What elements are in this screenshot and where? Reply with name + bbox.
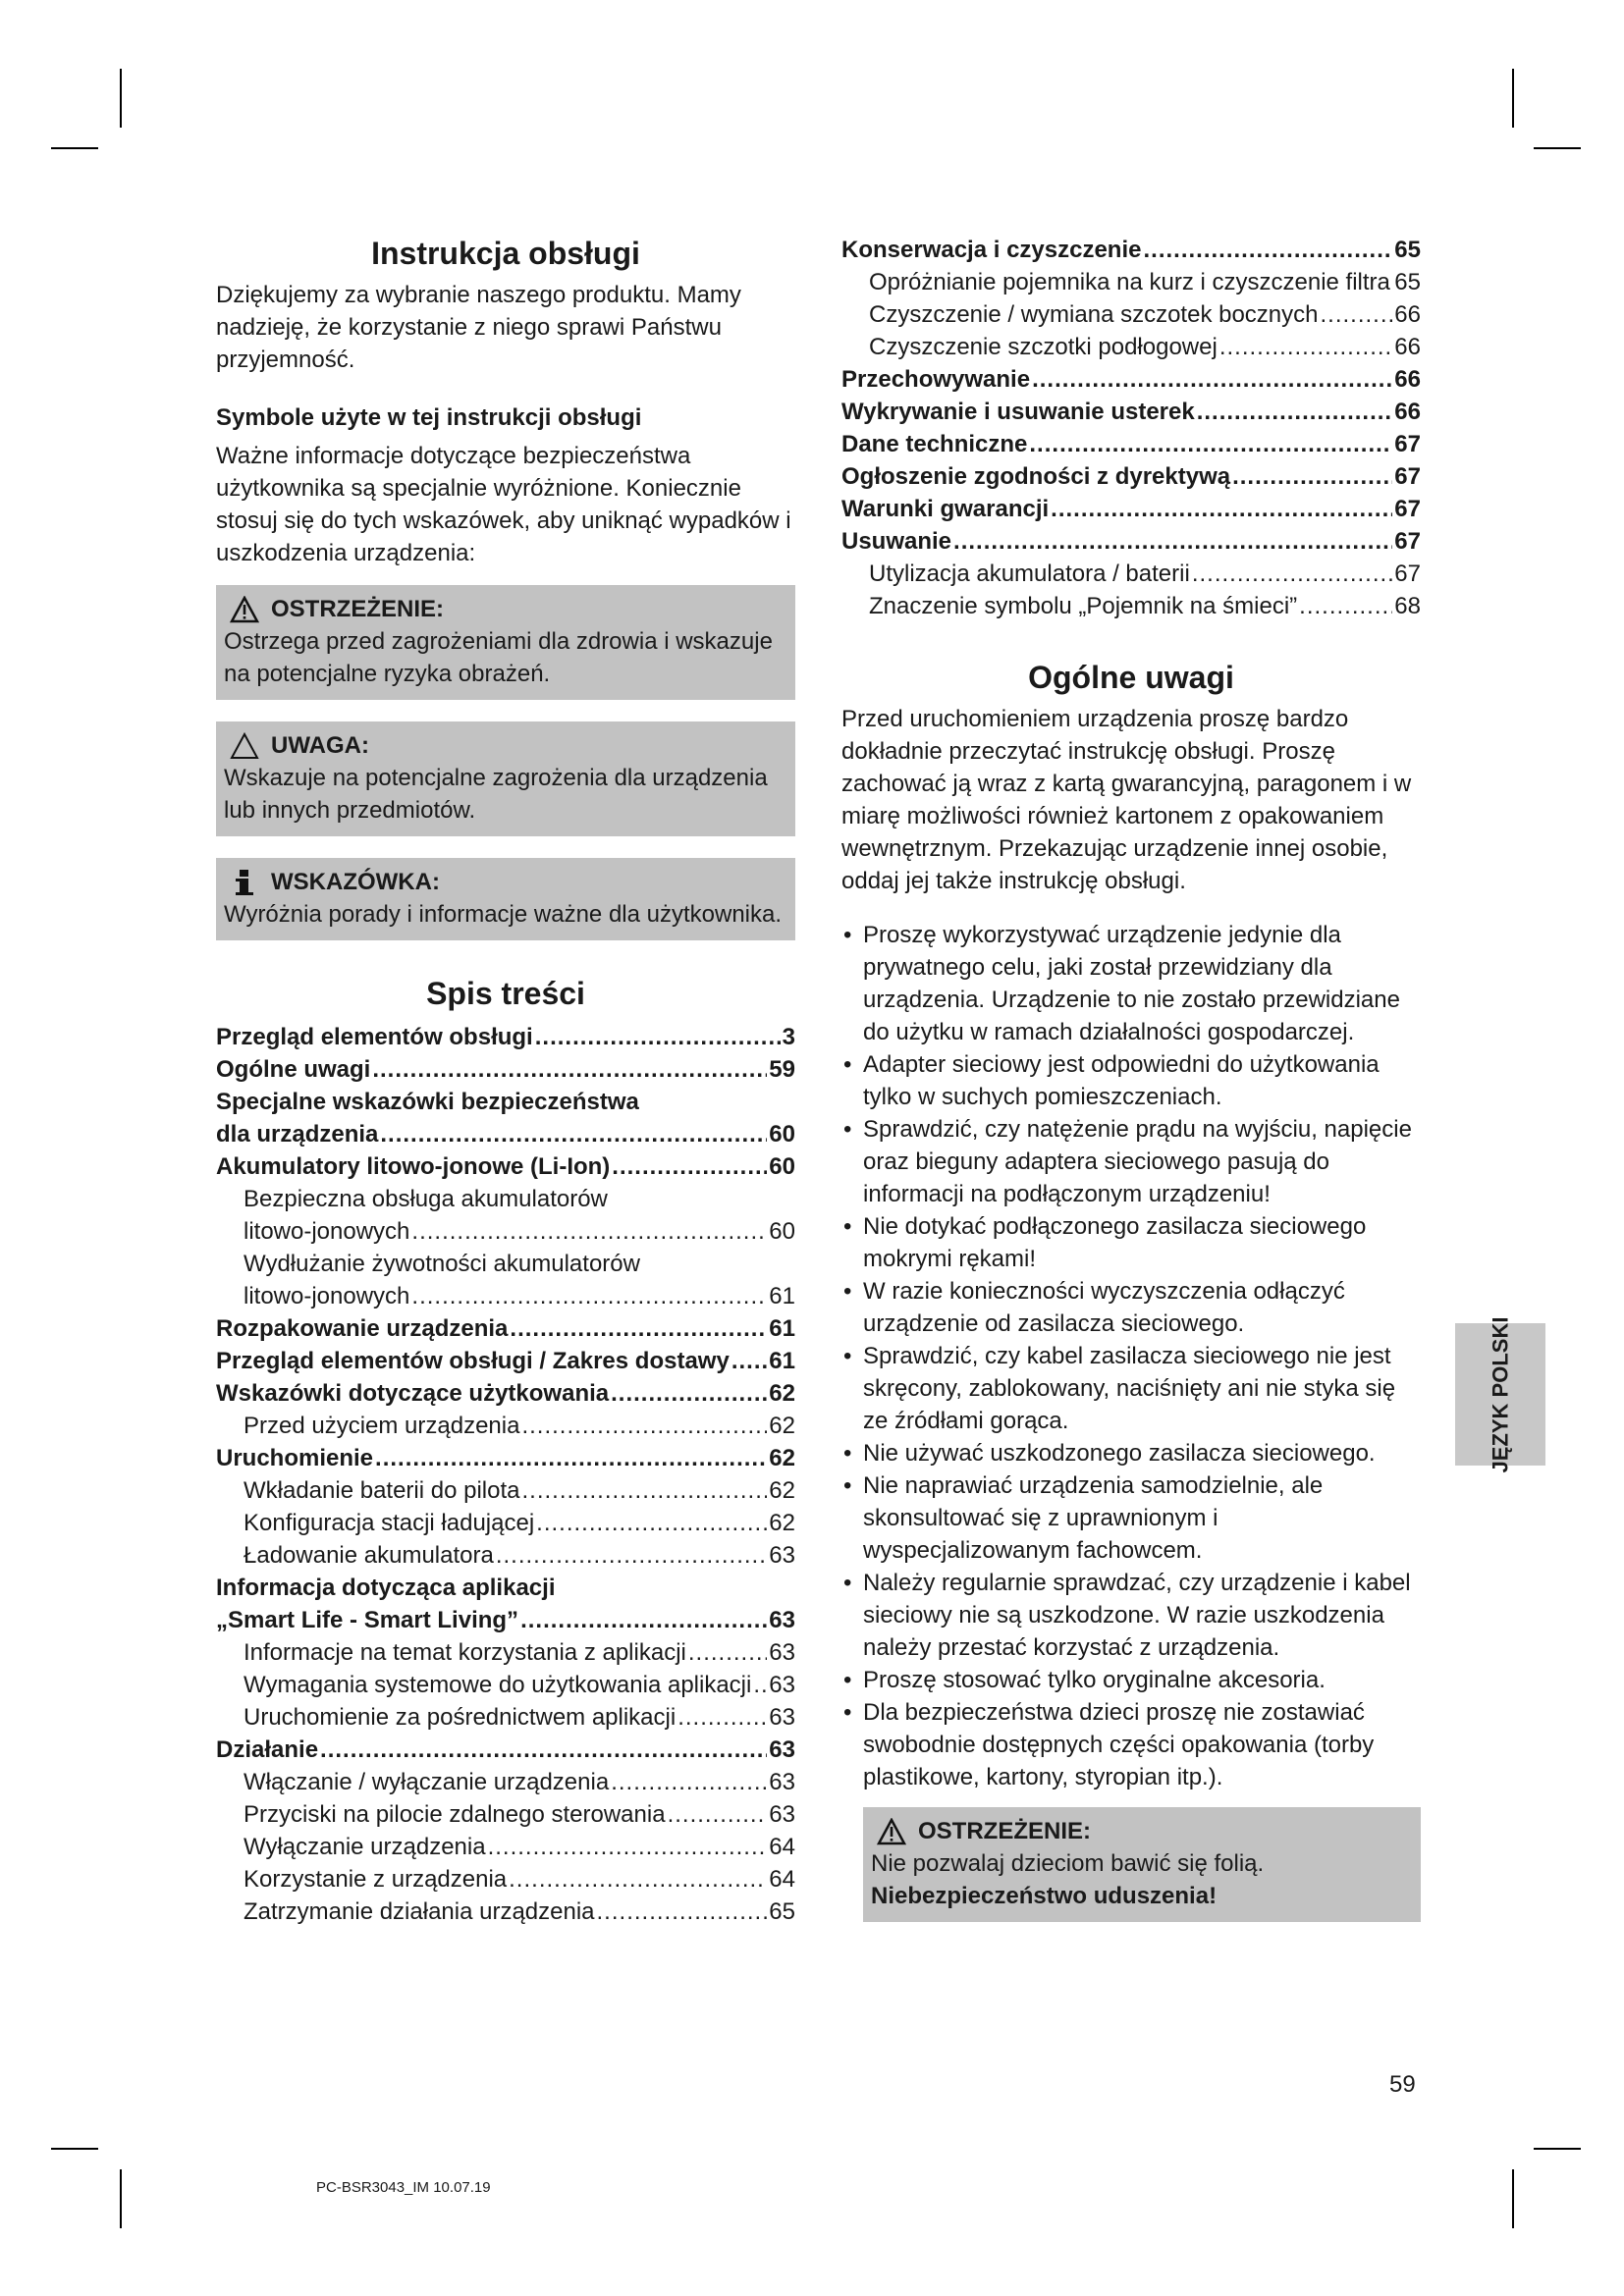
toc-entry-page: 62 <box>769 1445 795 1471</box>
toc-entry <box>841 266 1421 298</box>
toc-title: Spis treści <box>426 976 585 1011</box>
toc-entry-page: 60 <box>769 1153 795 1180</box>
toc-entry <box>841 493 1421 525</box>
toc-entry-page: 68 <box>1394 593 1421 619</box>
toc-leader-dots <box>522 1474 768 1507</box>
toc-leader-dots <box>1321 298 1393 331</box>
toc-entry-page: 62 <box>769 1380 795 1407</box>
toc-entry-page: 61 <box>769 1315 795 1342</box>
toc-leader-dots <box>668 1798 768 1831</box>
safety-list-text: Nie naprawiać urządzenia samodzielnie, ale skonsultować się z uprawnionym i wyspecjalizowanym fachowcem. <box>863 1472 1324 1564</box>
bullet-mark: • <box>843 1699 852 1726</box>
toc-entry-title: Utylizacja akumulatora / baterii <box>869 561 1190 587</box>
language-side-tab-label: JĘZYK POLSKI <box>1488 1316 1513 1472</box>
toc-entry-title: Działanie <box>216 1736 319 1763</box>
toc-entry-page: 66 <box>1394 366 1421 393</box>
toc-entry <box>216 1215 795 1248</box>
toc-entry <box>216 1863 795 1896</box>
toc-leader-dots <box>510 1312 767 1345</box>
toc-entry-title: Ogólne uwagi <box>216 1056 371 1083</box>
toc-entry-page: 64 <box>769 1834 795 1860</box>
toc-leader-dots <box>1192 558 1392 590</box>
toc-entry-page: 63 <box>769 1704 795 1731</box>
toc-entry-title: Wydłużanie żywotności akumulatorów <box>244 1251 640 1277</box>
notice-warning-title: OSTRZEŻENIE: <box>271 596 445 622</box>
toc-entry-page: 63 <box>769 1672 795 1698</box>
toc-leader-dots <box>496 1539 767 1572</box>
toc-entry-title: Wykrywanie i usuwanie usterek <box>841 399 1195 425</box>
crop-mark <box>51 147 98 149</box>
toc-entry-title: Informacje na temat korzystania z aplikacji <box>244 1639 686 1666</box>
toc-entry-title: Wkładanie baterii do pilota <box>244 1477 520 1504</box>
toc-entry-page: 63 <box>769 1639 795 1666</box>
toc-entry-title: Specjalne wskazówki bezpieczeństwa <box>216 1089 639 1115</box>
bullet-mark: • <box>843 1213 852 1240</box>
toc-entry-page: 61 <box>769 1348 795 1374</box>
toc-entry-title: Przechowywanie <box>841 366 1031 393</box>
toc-leader-dots <box>535 1021 781 1053</box>
safety-list-text: W razie konieczności wyczyszczenia odłączyć urządzenie od zasilacza sieciowego. <box>863 1278 1345 1337</box>
toc-entry <box>216 1118 795 1150</box>
toc-entry-title: Konfiguracja stacji ładującej <box>244 1510 535 1536</box>
toc-entry-title: Konserwacja i czyszczenie <box>841 237 1142 263</box>
caution-triangle-icon <box>230 732 259 760</box>
toc-entry-title: Wyłączanie urządzenia <box>244 1834 486 1860</box>
toc-leader-dots <box>611 1377 767 1410</box>
bullet-mark: • <box>843 1278 852 1305</box>
symbols-heading: Symbole użyte w tej instrukcji obsługi <box>216 404 642 431</box>
toc-leader-dots <box>1219 331 1392 363</box>
toc-entry-page: 67 <box>1394 431 1421 457</box>
toc-leader-dots <box>611 1766 767 1798</box>
toc-entry-page: 60 <box>769 1121 795 1148</box>
toc-entry-page: 65 <box>769 1898 795 1925</box>
toc-entry <box>216 1669 795 1701</box>
toc-entry-title: litowo-jonowych <box>244 1283 410 1309</box>
toc-entry <box>841 234 1421 266</box>
warning-children-title: OSTRZEŻENIE: <box>918 1818 1092 1844</box>
toc-entry-title: Czyszczenie szczotki podłogowej <box>869 334 1218 360</box>
toc-entry-title: Korzystanie z urządzenia <box>244 1866 508 1893</box>
toc-entry-page: 65 <box>1394 269 1421 295</box>
toc-entry-page: 67 <box>1394 528 1421 555</box>
safety-list-item <box>841 1567 1421 1664</box>
crop-mark <box>51 2148 98 2150</box>
toc-entry <box>841 428 1421 460</box>
toc-entry <box>216 1021 795 1053</box>
right-column <box>841 234 1421 1944</box>
toc-entry-title: Informacja dotycząca aplikacji <box>216 1575 556 1601</box>
toc-leader-dots <box>411 1215 767 1248</box>
toc-entry-page: 63 <box>769 1801 795 1828</box>
toc-entry-page: 65 <box>1394 237 1421 263</box>
general-title: Ogólne uwagi <box>1028 660 1234 695</box>
toc-leader-dots <box>521 1410 767 1442</box>
warning-children-plain: Nie pozwalaj dzieciom bawić się folią. <box>871 1850 1265 1877</box>
safety-list <box>841 919 1421 1793</box>
toc-entry <box>216 1086 795 1118</box>
safety-list-item <box>841 1696 1421 1793</box>
safety-list-text: Dla bezpieczeństwa dzieci proszę nie zostawiać swobodnie dostępnych części opakowania (torby plastikowe, kartony, styropian itp.). <box>863 1699 1375 1790</box>
footer-code: PC-BSR3043_IM 10.07.19 <box>316 2179 491 2196</box>
toc-leader-dots <box>1029 428 1392 460</box>
toc-entry-title: Ładowanie akumulatora <box>244 1542 494 1569</box>
toc-entry-title: Akumulatory litowo-jonowe (Li-Ion) <box>216 1153 611 1180</box>
page-title: Instrukcja obsługi <box>371 236 640 271</box>
safety-list-item <box>841 919 1421 1048</box>
bullet-mark: • <box>843 1570 852 1596</box>
toc-entry-page: 67 <box>1394 463 1421 490</box>
safety-list-text: Sprawdzić, czy kabel zasilacza sieciowego nie jest skręcony, zablokowany, naciśnięty ani nie styka się ze źródłami gorąca. <box>863 1343 1396 1434</box>
safety-list-text: Proszę wykorzystywać urządzenie jedynie dla prywatnego celu, jaki został przewidziany dla urządzenia. Urządzenie to nie zostało przewidziane do użytku w ramach działalności gospodarczej. <box>863 922 1400 1045</box>
toc-leader-dots <box>677 1701 767 1734</box>
toc-entry <box>216 1507 795 1539</box>
toc-entry-title: Ogłoszenie zgodności z dyrektywą <box>841 463 1231 490</box>
notice-tip-text: Wyróżnia porady i informacje ważne dla użytkownika. <box>224 901 783 928</box>
toc-entry-title: Zatrzymanie działania urządzenia <box>244 1898 595 1925</box>
toc-entry-page: 66 <box>1394 399 1421 425</box>
bullet-mark: • <box>843 1472 852 1499</box>
toc-entry-title: dla urządzenia <box>216 1121 379 1148</box>
toc-entry-title: „Smart Life - Smart Living” <box>216 1607 519 1633</box>
toc-entry-title: Włączanie / wyłączanie urządzenia <box>244 1769 610 1795</box>
toc-entry-page: 63 <box>769 1542 795 1569</box>
toc-entry-title: Wskazówki dotyczące użytkowania <box>216 1380 610 1407</box>
toc-entry-page: 62 <box>769 1413 795 1439</box>
page-number: 59 <box>1389 2071 1416 2098</box>
crop-mark <box>120 2169 122 2228</box>
toc-entry <box>841 525 1421 558</box>
safety-list-text: Proszę stosować tylko oryginalne akcesoria. <box>863 1667 1326 1693</box>
toc-entry <box>216 1766 795 1798</box>
toc-entry-title: Znaczenie symbolu „Pojemnik na śmieci” <box>869 593 1298 619</box>
safety-list-item <box>841 1275 1421 1340</box>
symbols-text: Ważne informacje dotyczące bezpieczeństwa użytkownika są specjalnie wyróżnione. Koniecznie stosuj się do tych wskazówek, aby uniknąć wypadków i uszkodzenia urządzenia: <box>216 443 791 566</box>
notice-caution-title: UWAGA: <box>271 732 369 759</box>
toc-entry-title: Dane techniczne <box>841 431 1028 457</box>
toc-entry <box>216 1442 795 1474</box>
toc-entry-page: 66 <box>1394 301 1421 328</box>
toc-entry-page: 63 <box>769 1607 795 1633</box>
safety-list-item <box>841 1469 1421 1567</box>
crop-mark <box>1512 2169 1514 2228</box>
toc-leader-dots <box>1032 363 1392 396</box>
toc-entry <box>216 1831 795 1863</box>
toc-entry <box>841 590 1421 622</box>
crop-mark <box>1534 2148 1581 2150</box>
toc-entry-page: 3 <box>782 1024 795 1050</box>
toc-leader-dots <box>536 1507 767 1539</box>
toc-entry <box>216 1701 795 1734</box>
safety-list-text: Adapter sieciowy jest odpowiedni do użytkowania tylko w suchych pomieszczeniach. <box>863 1051 1380 1110</box>
toc-entry-page: 61 <box>769 1283 795 1309</box>
toc-entry-page: 64 <box>769 1866 795 1893</box>
notice-caution-text: Wskazuje na potencjalne zagrożenia dla urządzenia lub innych przedmiotów. <box>224 765 768 824</box>
safety-list-item <box>841 1437 1421 1469</box>
notice-tip-title: WSKAZÓWKA: <box>271 869 440 895</box>
toc-leader-dots <box>731 1345 767 1377</box>
toc-entry-page: 60 <box>769 1218 795 1245</box>
toc-entry-title: Przyciski na pilocie zdalnego sterowania <box>244 1801 666 1828</box>
toc-entry <box>216 1377 795 1410</box>
toc-leader-dots <box>753 1669 767 1701</box>
bullet-mark: • <box>843 1343 852 1369</box>
toc-entry <box>216 1604 795 1636</box>
toc-entry-title: Przegląd elementów obsługi <box>216 1024 533 1050</box>
toc-right <box>841 234 1421 622</box>
toc-entry <box>841 331 1421 363</box>
safety-list-item <box>841 1210 1421 1275</box>
toc-entry-title: Uruchomienie <box>216 1445 374 1471</box>
toc-entry-page: 62 <box>769 1510 795 1536</box>
toc-entry <box>216 1572 795 1604</box>
toc-leader-dots <box>1299 590 1392 622</box>
notice-warning-children <box>863 1807 1421 1922</box>
safety-list-text: Nie używać uszkodzonego zasilacza sieciowego. <box>863 1440 1376 1467</box>
language-side-tab <box>1455 1316 1545 1472</box>
toc-entry <box>841 460 1421 493</box>
toc-leader-dots <box>488 1831 768 1863</box>
toc-entry-title: Czyszczenie / wymiana szczotek bocznych <box>869 301 1319 328</box>
bullet-mark: • <box>843 1440 852 1467</box>
toc-entry-title: Opróżnianie pojemnika na kurz i czyszczenie filtra <box>869 269 1390 295</box>
safety-list-item <box>841 1664 1421 1696</box>
warning-children-bold: Niebezpieczeństwo uduszenia! <box>871 1883 1218 1909</box>
notice-tip <box>216 858 795 940</box>
toc-entry <box>841 298 1421 331</box>
safety-list-text: Sprawdzić, czy natężenie prądu na wyjściu, napięcie oraz bieguny adaptera sieciowego pasują do informacji na podłączonym urządzeniu! <box>863 1116 1412 1207</box>
toc-entry-page: 59 <box>769 1056 795 1083</box>
toc-leader-dots <box>1143 234 1392 266</box>
bullet-mark: • <box>843 1051 852 1078</box>
toc-leader-dots <box>688 1636 767 1669</box>
toc-entry <box>216 1150 795 1183</box>
toc-entry-title: Wymagania systemowe do użytkowania aplikacji <box>244 1672 752 1698</box>
warning-triangle-icon <box>877 1818 906 1845</box>
crop-mark <box>1512 69 1514 128</box>
intro-text: Dziękujemy za wybranie naszego produktu. Mamy nadzieję, że korzystanie z niego sprawi Państwu przyjemność. <box>216 282 741 373</box>
toc-entry <box>216 1183 795 1215</box>
toc-leader-dots <box>1197 396 1393 428</box>
safety-list-text: Nie dotykać podłączonego zasilacza sieciowego mokrymi rękami! <box>863 1213 1367 1272</box>
toc-entry <box>216 1798 795 1831</box>
toc-entry <box>841 396 1421 428</box>
toc-entry <box>216 1636 795 1669</box>
toc-entry <box>216 1539 795 1572</box>
toc-entry-title: Bezpieczna obsługa akumulatorów <box>244 1186 608 1212</box>
toc-entry-title: Usuwanie <box>841 528 952 555</box>
toc-entry-title: Warunki gwarancji <box>841 496 1050 522</box>
toc-entry-page: 63 <box>769 1736 795 1763</box>
toc-entry <box>216 1053 795 1086</box>
toc-entry-title: Przegląd elementów obsługi / Zakres dostawy <box>216 1348 730 1374</box>
toc-leader-dots <box>380 1118 767 1150</box>
safety-list-item <box>841 1048 1421 1113</box>
toc-entry <box>841 363 1421 396</box>
toc-leader-dots <box>520 1604 767 1636</box>
toc-entry-title: litowo-jonowych <box>244 1218 410 1245</box>
toc-leader-dots <box>597 1896 768 1928</box>
safety-list-text: Należy regularnie sprawdzać, czy urządzenie i kabel sieciowy nie są uszkodzone. W razie uszkodzenia należy przestać korzystać z urządzenia. <box>863 1570 1411 1661</box>
toc-entry-title: Przed użyciem urządzenia <box>244 1413 520 1439</box>
toc-leader-dots <box>612 1150 767 1183</box>
toc-entry-page: 67 <box>1394 561 1421 587</box>
bullet-mark: • <box>843 922 852 948</box>
toc-entry <box>216 1280 795 1312</box>
toc-entry <box>216 1734 795 1766</box>
safety-list-item <box>841 1113 1421 1210</box>
notice-warning <box>216 585 795 700</box>
crop-mark <box>1534 147 1581 149</box>
info-icon <box>230 869 259 896</box>
bullet-mark: • <box>843 1667 852 1693</box>
toc-leader-dots <box>1051 493 1392 525</box>
toc-leader-dots <box>411 1280 767 1312</box>
toc-leader-dots <box>1232 460 1392 493</box>
toc-entry-page: 63 <box>769 1769 795 1795</box>
toc-leader-dots <box>509 1863 767 1896</box>
crop-mark <box>120 69 122 128</box>
toc-leader-dots <box>375 1442 767 1474</box>
warning-children-text <box>871 1847 1413 1912</box>
notice-warning-text: Ostrzega przed zagrożeniami dla zdrowia i wskazuje na potencjalne ryzyka obrażeń. <box>224 628 773 687</box>
toc-entry-title: Rozpakowanie urządzenia <box>216 1315 509 1342</box>
toc-entry-page: 66 <box>1394 334 1421 360</box>
safety-list-item <box>841 1340 1421 1437</box>
toc-leader-dots <box>953 525 1392 558</box>
notice-caution <box>216 721 795 836</box>
toc-entry-page: 67 <box>1394 496 1421 522</box>
warning-triangle-icon <box>230 596 259 623</box>
toc-entry-page: 62 <box>769 1477 795 1504</box>
toc-leader-dots <box>320 1734 767 1766</box>
toc-entry <box>216 1345 795 1377</box>
general-text: Przed uruchomieniem urządzenia proszę bardzo dokładnie przeczytać instrukcję obsługi. Proszę zachować ją wraz z kartą gwarancyjną, paragonem i w miarę możliwości również kartonem z opakowaniem wewnętrznym. Przekazując urządzenie innej osobie, oddaj jej także instrukcję obsługi. <box>841 706 1412 894</box>
toc-left <box>216 1021 795 1928</box>
toc-entry <box>216 1410 795 1442</box>
toc-leader-dots <box>372 1053 767 1086</box>
toc-entry <box>841 558 1421 590</box>
bullet-mark: • <box>843 1116 852 1143</box>
toc-entry <box>216 1248 795 1280</box>
toc-entry <box>216 1312 795 1345</box>
left-column <box>216 234 795 1928</box>
toc-entry <box>216 1474 795 1507</box>
toc-entry-title: Uruchomienie za pośrednictwem aplikacji <box>244 1704 677 1731</box>
toc-entry <box>216 1896 795 1928</box>
